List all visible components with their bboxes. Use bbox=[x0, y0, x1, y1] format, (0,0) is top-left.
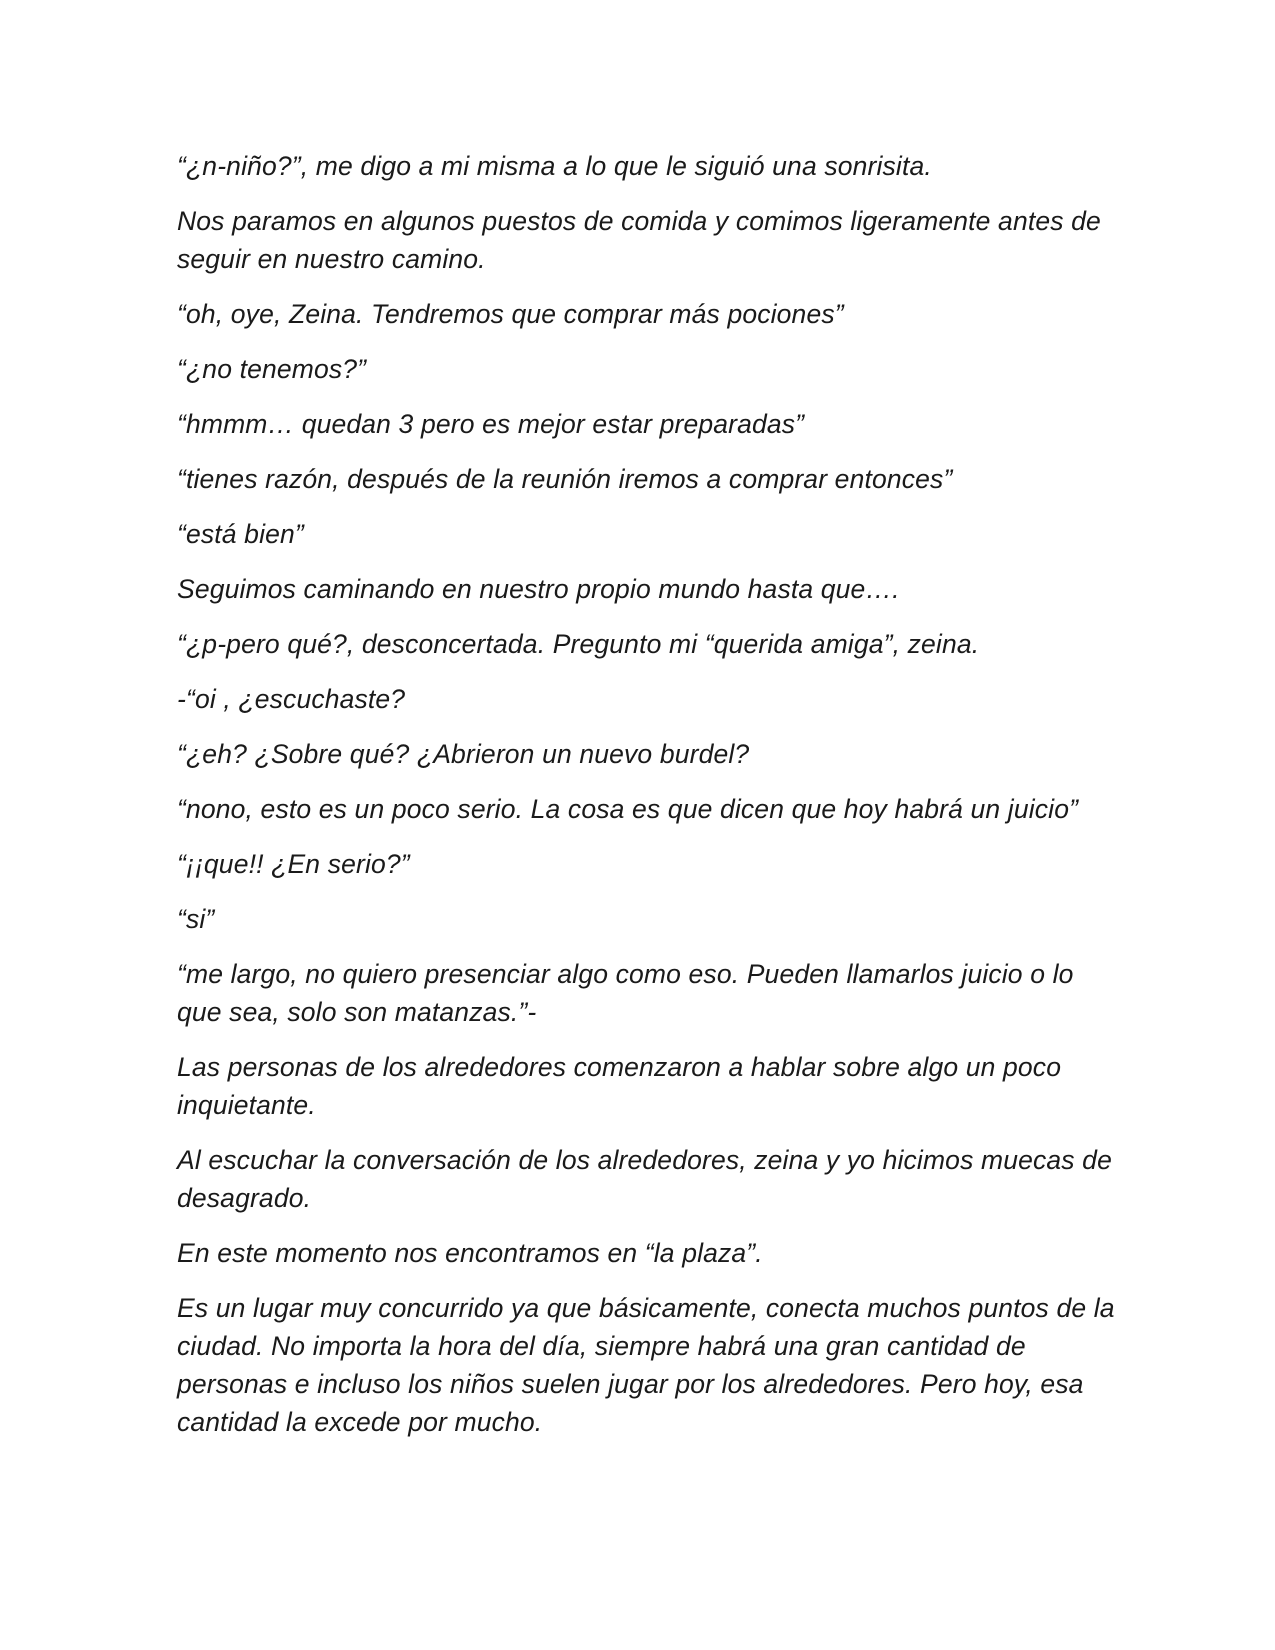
paragraph: “¿eh? ¿Sobre qué? ¿Abrieron un nuevo burdel? bbox=[177, 739, 750, 769]
paragraph: Las personas de los alrededores comenzaron a hablar sobre algo un poco inquietante. bbox=[177, 1052, 1062, 1120]
paragraph: “¿n-niño?”, me digo a mi misma a lo que le siguió una sonrisita. bbox=[177, 151, 932, 181]
document-body bbox=[177, 147, 1117, 1458]
paragraph: “si” bbox=[177, 904, 215, 934]
paragraph: “oh, oye, Zeina. Tendremos que comprar más pociones” bbox=[177, 299, 844, 329]
paragraph: “hmmm… quedan 3 pero es mejor estar preparadas” bbox=[177, 409, 805, 439]
paragraph: “¿p-pero qué?, desconcertada. Pregunto mi “querida amiga”, zeina. bbox=[177, 629, 980, 659]
paragraph: Es un lugar muy concurrido ya que básicamente, conecta muchos puntos de la ciudad. No importa la hora del día, siempre habrá una gran cantidad de personas e incluso los niños suelen jugar por los alrededores. Pero hoy, esa cantidad la excede por mucho. bbox=[177, 1293, 1115, 1437]
paragraph: En este momento nos encontramos en “la plaza”. bbox=[177, 1238, 763, 1268]
paragraph: “tienes razón, después de la reunión iremos a comprar entonces” bbox=[177, 464, 953, 494]
paragraph: “está bien” bbox=[177, 519, 304, 549]
paragraph: Nos paramos en algunos puestos de comida y comimos ligeramente antes de seguir en nuestro camino. bbox=[177, 206, 1101, 274]
paragraph: Al escuchar la conversación de los alrededores, zeina y yo hicimos muecas de desagrado. bbox=[177, 1145, 1112, 1213]
paragraph: “¿no tenemos?” bbox=[177, 354, 367, 384]
paragraph: -“oi , ¿escuchaste? bbox=[177, 684, 406, 714]
paragraph: “nono, esto es un poco serio. La cosa es que dicen que hoy habrá un juicio” bbox=[177, 794, 1079, 824]
paragraph: “¡¡que!! ¿En serio?” bbox=[177, 849, 410, 879]
paragraph: Seguimos caminando en nuestro propio mundo hasta que…. bbox=[177, 574, 900, 604]
paragraph: “me largo, no quiero presenciar algo como eso. Pueden llamarlos juicio o lo que sea, solo son matanzas.”- bbox=[177, 959, 1074, 1027]
